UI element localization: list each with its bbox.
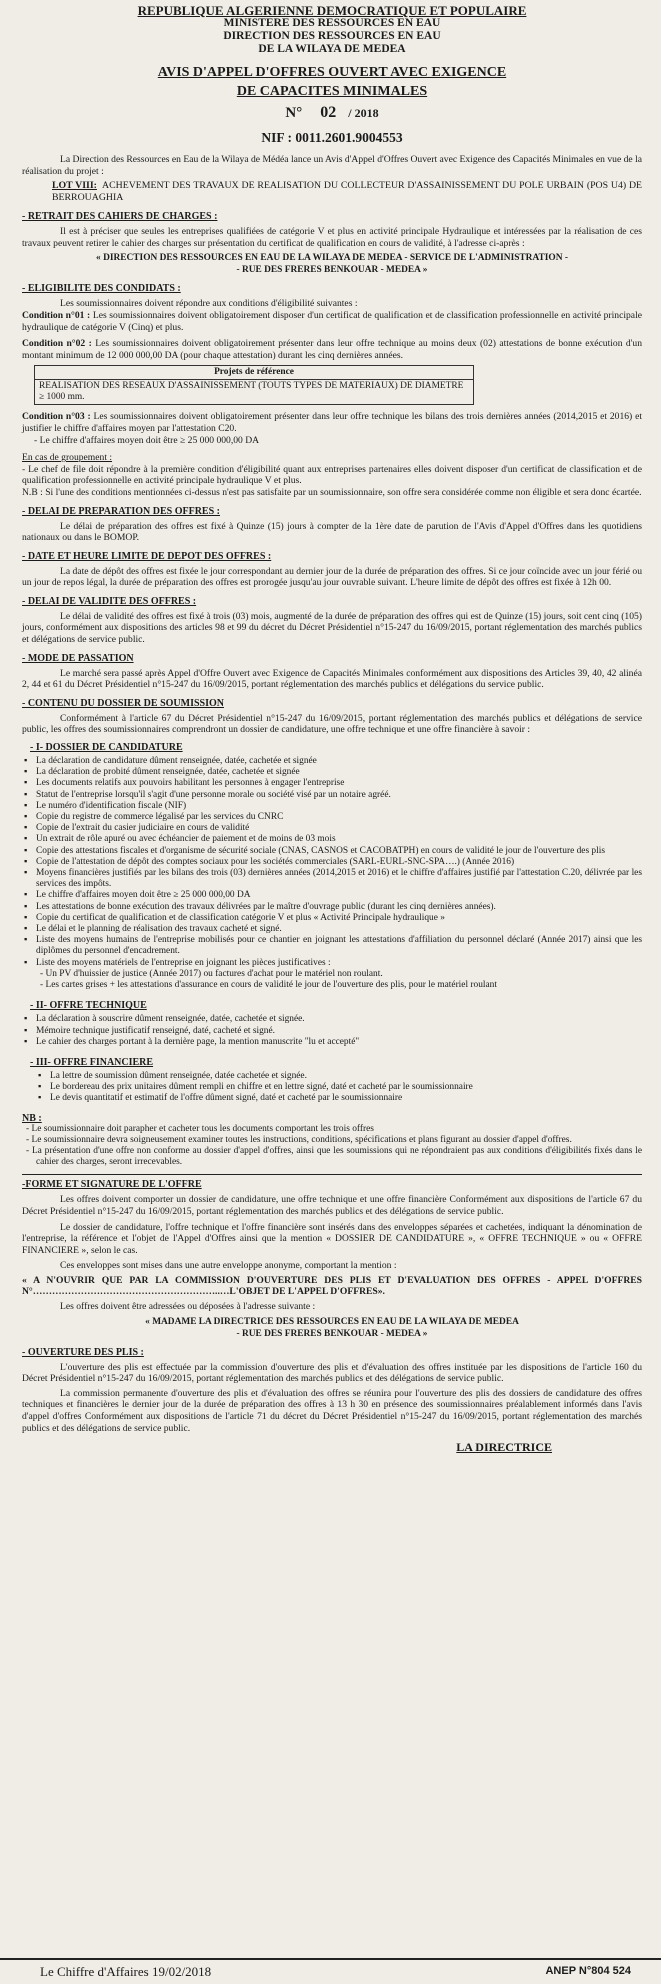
ouverture-p1: L'ouverture des plis est effectuée par la commission d'ouverture des plis et d'évaluation des offres instituée par les dispositions de l'article 160 du Décret Présidentiel n°15-247 du 16/09/2015, portant réglementation des marchés publics et des délégations de service public. — [22, 1361, 642, 1385]
intro-text: La Direction des Ressources en Eau de la Wilaya de Médéa lance un Avis d'Appel d'Offres Ouvert avec Exigence des Capacités Minimales en vue de la réalisation du projet : — [22, 154, 642, 177]
list-item: - Les cartes grises + les attestations d'assurance en cours de validité le jour de l'ouverture des plis, pour le matériel roulant — [50, 980, 642, 991]
condition-1 — [22, 310, 642, 333]
financiere-heading: - III- OFFRE FINANCIERE — [30, 1056, 154, 1068]
list-item: ▪ La lettre de soumission dûment renseignée, datée cachetée et signée. — [50, 1071, 642, 1082]
list-item: ▪ Les attestations de bonne exécution des travaux délivrées par le maître d'ouvrage public (durant les cinq dernières années). — [36, 902, 642, 913]
condition-3-text: Les soumissionnaires doivent obligatoirement présenter dans leur offre technique les bilans des trois dernières années (2014,2015 et 2016) et justifier le chiffre d'affaires moyen par l'attestation C20. — [22, 411, 642, 434]
republic-header: REPUBLIQUE ALGERIENNE DEMOCRATIQUE ET POPULAIRE — [137, 3, 527, 18]
list-item: ▪ Moyens financières justifiés par les bilans des trois (03) dernières années (2014,2015 et 2016) et le chiffre d'affaires justifié par l'attestation C.20, délivrée par les services des impôts. — [36, 868, 642, 890]
condition-2 — [22, 338, 642, 361]
list-item: ▪ Un extrait de rôle apuré ou avec échéancier de paiement et de moins de 03 mois — [36, 834, 642, 845]
lot-label: LOT VIII: — [52, 180, 97, 192]
notice-title-1: AVIS D'APPEL D'OFFRES OUVERT AVEC EXIGENCE — [157, 65, 507, 80]
financiere-list — [22, 1071, 642, 1105]
nb-label: NB : — [22, 1112, 42, 1124]
list-item: ▪ Le devis quantitatif et estimatif de l'offre dûment signé, daté et cacheté par le soumissionnaire — [50, 1093, 642, 1104]
depot-address-line2: - RUE DES FRERES BENKOUAR - MEDEA » — [236, 1328, 428, 1339]
retrait-address-line2: - RUE DES FRERES BENKOUAR - MEDEA » — [236, 265, 428, 276]
nif-number: NIF : 0011.2601.9004553 — [261, 130, 403, 145]
anep-number: ANEP N°804 524 — [545, 1965, 631, 1977]
delai-preparation-text: Le délai de préparation des offres est fixé à Quinze (15) jours à compter de la 1ère date de parution de l'Avis d'Appel d'Offres dans les quotidiens nationaux ou dans le BOMOP. — [22, 520, 642, 544]
condition-2-text: Les soumissionnaires doivent obligatoirement présenter dans leur offre technique au moins deux (02) attestations de bonne exécution d'un montant minimum de 12 000 000,00 DA (pour chaque attestation) durant les cinq dernières années. — [22, 338, 643, 361]
list-item: ▪ Copie de l'extrait du casier judiciaire en cours de validité — [36, 823, 642, 834]
materiel-sublist — [22, 969, 642, 991]
reference-table-row: REALISATION DES RESEAUX D'ASSAINISSEMENT (TOUTS TYPES DE MATERIAUX) DE DIAMETRE ≥ 1000 mm. — [35, 380, 474, 405]
condition-1-label: Condition n°01 : — [22, 309, 91, 321]
ouverture-p2: La commission permanente d'ouverture des plis et d'évaluation des offres se réunira pour l'ouverture des plis des dossiers de candidature des offres techniques et financières le dernier jour de la durée de préparation des offres à 13 h 30 en présence des soumissionnaires préalablement informés dans l'avis d'appel d'offres Conformément aux dispositions de l'article 71 du décret du Décret Présidentiel n°15-247 du 16/09/2015, portant réglementation des marchés publics et des délégations de service public. — [22, 1387, 642, 1434]
ouverture-heading: - OUVERTURE DES PLIS : — [22, 1346, 144, 1358]
passation-heading: - MODE DE PASSATION — [22, 652, 134, 664]
retrait-heading: - RETRAIT DES CAHIERS DE CHARGES : — [22, 211, 218, 223]
list-item: - Le soumissionnaire devra soigneusement examiner toutes les instructions, conditions, spécifications et plans figurant au dossier d'appel d'offres. — [36, 1135, 642, 1146]
retrait-address-line1: « DIRECTION DES RESSOURCES EN EAU DE LA WILAYA DE MEDEA - SERVICE DE L'ADMINISTRATION - — [96, 253, 568, 264]
condition-2-label: Condition n°02 : — [22, 338, 92, 350]
list-item: ▪ La déclaration à souscrire dûment renseignée, datée, cachetée et signée. — [36, 1014, 642, 1025]
list-item: ▪ La déclaration de candidature dûment renseignée, datée, cachetée et signée — [36, 756, 642, 767]
list-item: - La présentation d'une offre non conforme au dossier d'appel d'offres, ainsi que les soumissions qui ne répondraient pas aux conditions d'éligibilités fixés dans le cahier des charges, seront irrecevables. — [36, 1146, 642, 1168]
number-prefix: N° — [285, 105, 303, 121]
list-item: ▪ Liste des moyens humains de l'entreprise mobilisés pour ce chantier en joignant les attestations d'affiliation du personnel déclaré (Année 2017) ainsi que les diplômes du personnel d'encadrement. — [36, 935, 642, 957]
number-year: / 2018 — [348, 106, 379, 120]
lot-line — [52, 180, 642, 204]
ministry-line: MINISTERE DES RESSOURCES EN EAU — [223, 17, 441, 29]
list-item: ▪ Copie du registre de commerce légalisé par les services du CNRC — [36, 812, 642, 823]
condition-3-extra: - Le chiffre d'affaires moyen doit être ≥ 25 000 000,00 DA — [34, 434, 260, 446]
eligibilite-heading: - ELIGIBILITE DES CONDIDATS : — [22, 283, 181, 295]
list-item: ▪ Mémoire technique justificatif renseigné, daté, cacheté et signé. — [36, 1026, 642, 1037]
passation-text: Le marché sera passé après Appel d'Offre Ouvert avec Exigence de Capacités Minimales conformément aux dispositions des Articles 39, 40, 42 alinéa 2, 44 et 61 du Décret Présidentiel n°15-247 du 16/09/2015, portant réglementation des marchés publics et délégations du service public. — [22, 667, 642, 691]
retrait-address — [22, 252, 642, 276]
condition-3 — [22, 411, 642, 434]
list-item: ▪ Copie du certificat de qualification et de classification catégorie V et plus « Activité Principale hydraulique » — [36, 913, 642, 924]
list-item: ▪ Le numéro d'identification fiscale (NIF) — [36, 801, 642, 812]
list-item: ▪ Les documents relatifs aux pouvoirs habilitant les personnes à engager l'entreprise — [36, 778, 642, 789]
groupement-label: En cas de groupement : — [22, 452, 113, 464]
list-item: - Un PV d'huissier de justice (Année 2017) ou factures d'achat pour le matériel non roulant. — [50, 969, 642, 980]
list-item: ▪ Le délai et le planning de réalisation des travaux cacheté et signé. — [36, 924, 642, 935]
technique-heading: - II- OFFRE TECHNIQUE — [30, 1000, 147, 1012]
condition-3-label: Condition n°03 : — [22, 411, 91, 423]
candidature-heading: - I- DOSSIER DE CANDIDATURE — [30, 742, 183, 754]
contenu-text: Conformément à l'article 67 du Décret Présidentiel n°15-247 du 16/09/2015, portant réglementation des marchés publics et délégations de service public, les offres des soumissionnaires comprendront un dossier de candidature, une offre technique et une offre financière à savoir : — [22, 712, 642, 736]
date-depot-text: La date de dépôt des offres est fixée le jour correspondant au dernier jour de la durée de préparation des offres. Si ce jour coïncide avec un jour férié ou un jour de repos légal, la durée de préparation des offres est prorogée jusqu'au jour ouvrable suivant. L'heure limite de dépôt des offres est fixée à 12h 00. — [22, 565, 642, 589]
list-item: ▪ Liste des moyens matériels de l'entreprise en joignant les pièces justificatives : — [36, 958, 642, 969]
contenu-heading: - CONTENU DU DOSSIER DE SOUMISSION — [22, 697, 224, 709]
delai-preparation-heading: - DELAI DE PREPARATION DES OFFRES : — [22, 505, 220, 517]
depot-address — [22, 1316, 642, 1340]
tender-notice — [22, 4, 642, 1455]
list-item: ▪ Copie de l'attestation de dépôt des comptes sociaux pour les sociétés commerciales (SARL-EURL-SNC-SPA….) (Année 2016) — [36, 857, 642, 868]
eligibilite-nb: N.B : Si l'une des conditions mentionnées ci-dessus n'est pas satisfaite par un soumissionnaire, son offre sera considérée comme non éligible et sera donc écartée. — [22, 486, 642, 498]
validite-text: Le délai de validité des offres est fixé à trois (03) mois, augmenté de la durée de préparation des offres qui est de Quinze (15) jours, soit cent cinq (105) jours, conformément aux dispositions des articles 98 et 99 du décret du Décret Présidentiel n°15-247 du 16/09/2015, portant réglementation des marchés publics et délégations de service public. — [22, 610, 642, 646]
eligibilite-intro: Les soumissionnaires doivent répondre aux conditions d'éligibilité suivantes : — [60, 298, 358, 310]
reference-projects-table — [34, 365, 474, 405]
newspaper-date: Le Chiffre d'Affaires 19/02/2018 — [40, 1964, 212, 1979]
forme-heading: -FORME ET SIGNATURE DE L'OFFRE — [22, 1179, 202, 1191]
retrait-text: Il est à préciser que seules les entreprises qualifiées de catégorie V et plus en activité principale Hydraulique et intéressées par la réalisation de ces travaux peuvent retirer le cahier des charges sur présentation du certificat de qualification en cours de validité, à l'adresse ci-après : — [22, 226, 642, 249]
notice-number — [22, 104, 642, 122]
condition-1-text: Les soumissionnaires doivent obligatoirement disposer d'un certificat de qualification et de classification professionnelle en activité principale hydraulique de catégorie V (Cinq) et plus. — [22, 309, 642, 333]
wilaya-line: DE LA WILAYA DE MEDEA — [258, 43, 406, 55]
list-item: ▪ Le cahier des charges portant à la dernière page, la mention manuscrite "lu et accepté" — [36, 1037, 642, 1048]
list-item: ▪ Le chiffre d'affaires moyen doit être ≥ 25 000 000,00 DA — [36, 890, 642, 901]
groupement-text: - Le chef de file doit répondre à la première condition d'éligibilité quant aux entreprises partenaires elles doivent disposer d'un certificat de classification et de qualification professionnelle en activité principale hydraulique V et plus. — [22, 463, 642, 487]
list-item: ▪ Copie des attestations fiscales et d'organisme de sécurité sociale (CNAS, CASNOS et CACOBATPH) en cours de validité le jour de l'ouverture des plis — [36, 846, 642, 857]
direction-line: DIRECTION DES RESSOURCES EN EAU — [223, 30, 441, 42]
lot-text: ACHEVEMENT DES TRAVAUX DE REALISATION DU COLLECTEUR D'ASSAINISSEMENT DU POLE URBAIN (POS U4) DE BERROUAGHIA — [52, 180, 642, 204]
number-value: 02 — [320, 104, 337, 121]
signature-line: LA DIRECTRICE — [456, 1440, 552, 1455]
nb-list — [22, 1124, 642, 1169]
notice-title-2: DE CAPACITES MINIMALES — [236, 84, 428, 99]
section-divider — [22, 1174, 642, 1175]
list-item: ▪ Statut de l'entreprise lorsqu'il s'agit d'une personne morale ou société visé par un notaire agréé. — [36, 790, 642, 801]
forme-p1: Les offres doivent comporter un dossier de candidature, une offre technique et une offre financière Conformément aux dispositions de l'article 67 du Décret Présidentiel n°15-247 du 16/09/2015, portant réglementation des marchés publics et des délégations de service public. — [22, 1194, 642, 1217]
list-item: ▪ Le bordereau des prix unitaires dûment rempli en chiffre et en lettre signé, daté et cacheté par le soumissionnaire — [50, 1082, 642, 1093]
forme-p4: « A N'OUVRIR QUE PAR LA COMMISSION D'OUVERTURE DES PLIS ET D'EVALUATION DES OFFRES - APPEL D'OFFRES N°…………………………………………………..…L'OBJET DE L'APPEL D'OFFRES». — [22, 1274, 642, 1298]
technique-list — [22, 1014, 642, 1048]
date-depot-heading: - DATE ET HEURE LIMITE DE DEPOT DES OFFRES : — [22, 550, 272, 562]
forme-p3: Ces enveloppes sont mises dans une autre enveloppe anonyme, comportant la mention : — [60, 1260, 397, 1272]
candidature-list — [22, 756, 642, 969]
reference-table-header: Projets de référence — [35, 366, 474, 380]
depot-address-line1: « MADAME LA DIRECTRICE DES RESSOURCES EN EAU DE LA WILAYA DE MEDEA — [145, 1316, 519, 1327]
page-footer — [0, 1958, 661, 1984]
forme-p5: Les offres doivent être adressées ou déposées à l'adresse suivante : — [60, 1301, 316, 1313]
validite-heading: - DELAI DE VALIDITE DES OFFRES : — [22, 595, 197, 607]
list-item: ▪ La déclaration de probité dûment renseignée, datée, cachetée et signée — [36, 767, 642, 778]
forme-p2: Le dossier de candidature, l'offre technique et l'offre financière sont insérés dans des enveloppes séparées et cachetées, indiquant la dénomination de l'entreprise, la référence et l'objet de l'Appel d'Offres ainsi que la mention « DOSSIER DE CANDIDATURE », « OFFRE TECHNIQUE » ou « OFFRE FINANCIERE », selon le cas. — [22, 1221, 642, 1256]
list-item: - Le soumissionnaire doit parapher et cacheter tous les documents comportant les trois offres — [36, 1124, 642, 1135]
